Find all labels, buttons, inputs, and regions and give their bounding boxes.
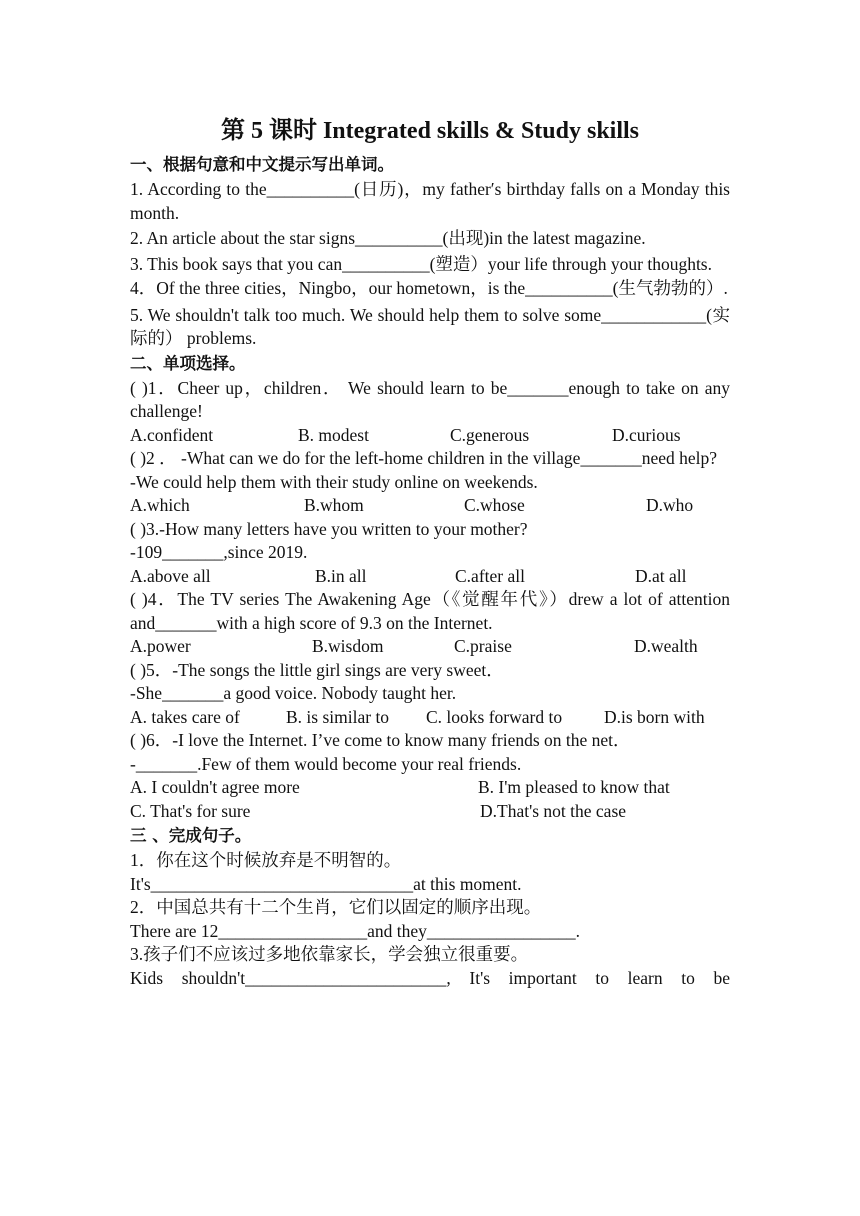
vocab-item-3: 3. This book says that you can__________(塑造）your life through your thoughts. [130, 253, 712, 274]
option: C.whose [464, 495, 525, 515]
option: C. That's for sure [130, 800, 251, 821]
sentence-2-chinese: 2．中国总共有十二个生肖，它们以固定的顺序出现。 [130, 897, 542, 917]
sentence-3-english: Kids shouldn't_______________________, It's important to learn to be [130, 967, 730, 988]
option: C. looks forward to [426, 706, 563, 727]
vocab-item-5: 5. We shouldn't talk too much. We should help them to solve some____________(实际的） problems. [130, 304, 730, 348]
question-5-options [130, 706, 730, 730]
option: A. takes care of [130, 706, 240, 727]
worksheet-page [130, 114, 730, 990]
question-1-stem: ( )1．Cheer up，children． We should learn to be_______enough to take on any challenge! [130, 377, 730, 421]
question-5-reply: -She_______a good voice. Nobody taught her. [130, 683, 457, 703]
vocab-item-4: 4．Of the three cities，Ningbo，our hometown，is the__________(生气勃勃的）. [130, 278, 728, 298]
option: D.is born with [604, 706, 705, 727]
option: B. modest [298, 424, 369, 445]
option: D.curious [612, 424, 681, 445]
sentence-1-english: It's______________________________at this moment. [130, 873, 522, 894]
page-title: 第 5 课时 Integrated skills & Study skills [220, 118, 640, 144]
question-4-stem: ( )4．The TV series The Awakening Age（《觉醒年代》）drew a lot of attention and_______with a high score of 9.3 on the Internet. [130, 589, 730, 633]
option: A.confident [130, 424, 214, 445]
option: B. I'm pleased to know that [478, 777, 670, 797]
question-3-reply: -109_______,since 2019. [130, 542, 308, 562]
option: A.above all [130, 565, 211, 586]
vocab-item-2: 2. An article about the star signs__________(出现)in the latest magazine. [130, 228, 646, 248]
question-6-options-cd [130, 800, 730, 824]
question-4-options [130, 635, 730, 659]
vocab-item-1: 1. According to the__________(日历)，my father′s birthday falls on a Monday this month. [130, 179, 730, 223]
question-2-options [130, 494, 730, 518]
question-5-stem: ( )5．-The songs the little girl sings are very sweet． [130, 659, 504, 680]
section2-heading: 二、单项选择。 [130, 353, 246, 373]
question-6-reply: -_______.Few of them would become your real friends. [130, 753, 522, 774]
sentence-3-chinese: 3.孩子们不应该过多地依靠家长，学会独立很重要。 [130, 944, 529, 964]
option: B.whom [304, 495, 364, 515]
question-6-stem: ( )6．-I love the Internet. I’ve come to know many friends on the net． [130, 730, 631, 750]
option: C.generous [450, 424, 530, 445]
question-6-options-ab [130, 776, 730, 800]
sentence-1-chinese: 1．你在这个时候放弃是不明智的。 [130, 850, 402, 870]
question-1-options [130, 424, 730, 448]
option: C.after all [455, 565, 525, 586]
option: B. is similar to [286, 706, 390, 727]
section3-heading: 三 、完成句子。 [130, 826, 252, 845]
question-3-stem: ( )3.-How many letters have you written to your mother? [130, 518, 528, 539]
option: B.wisdom [312, 636, 384, 656]
option: A.power [130, 636, 191, 656]
question-3-options [130, 565, 730, 589]
sentence-2-english: There are 12_________________and they_________________. [130, 920, 581, 941]
option: A.which [130, 495, 190, 515]
section1-heading: 一、根据句意和中文提示写出单词。 [130, 155, 394, 174]
question-2-reply: -We could help them with their study online on weekends. [130, 471, 538, 492]
option: D.who [646, 495, 694, 515]
option: B.in all [315, 565, 367, 586]
option: C.praise [454, 636, 512, 656]
option: D.That's not the case [480, 800, 627, 821]
option: D.at all [635, 565, 687, 586]
question-2-stem: ( )2 ． -What can we do for the left-home children in the village_______need help? [130, 448, 718, 468]
option: D.wealth [634, 636, 698, 656]
option: A. I couldn't agree more [130, 777, 300, 797]
